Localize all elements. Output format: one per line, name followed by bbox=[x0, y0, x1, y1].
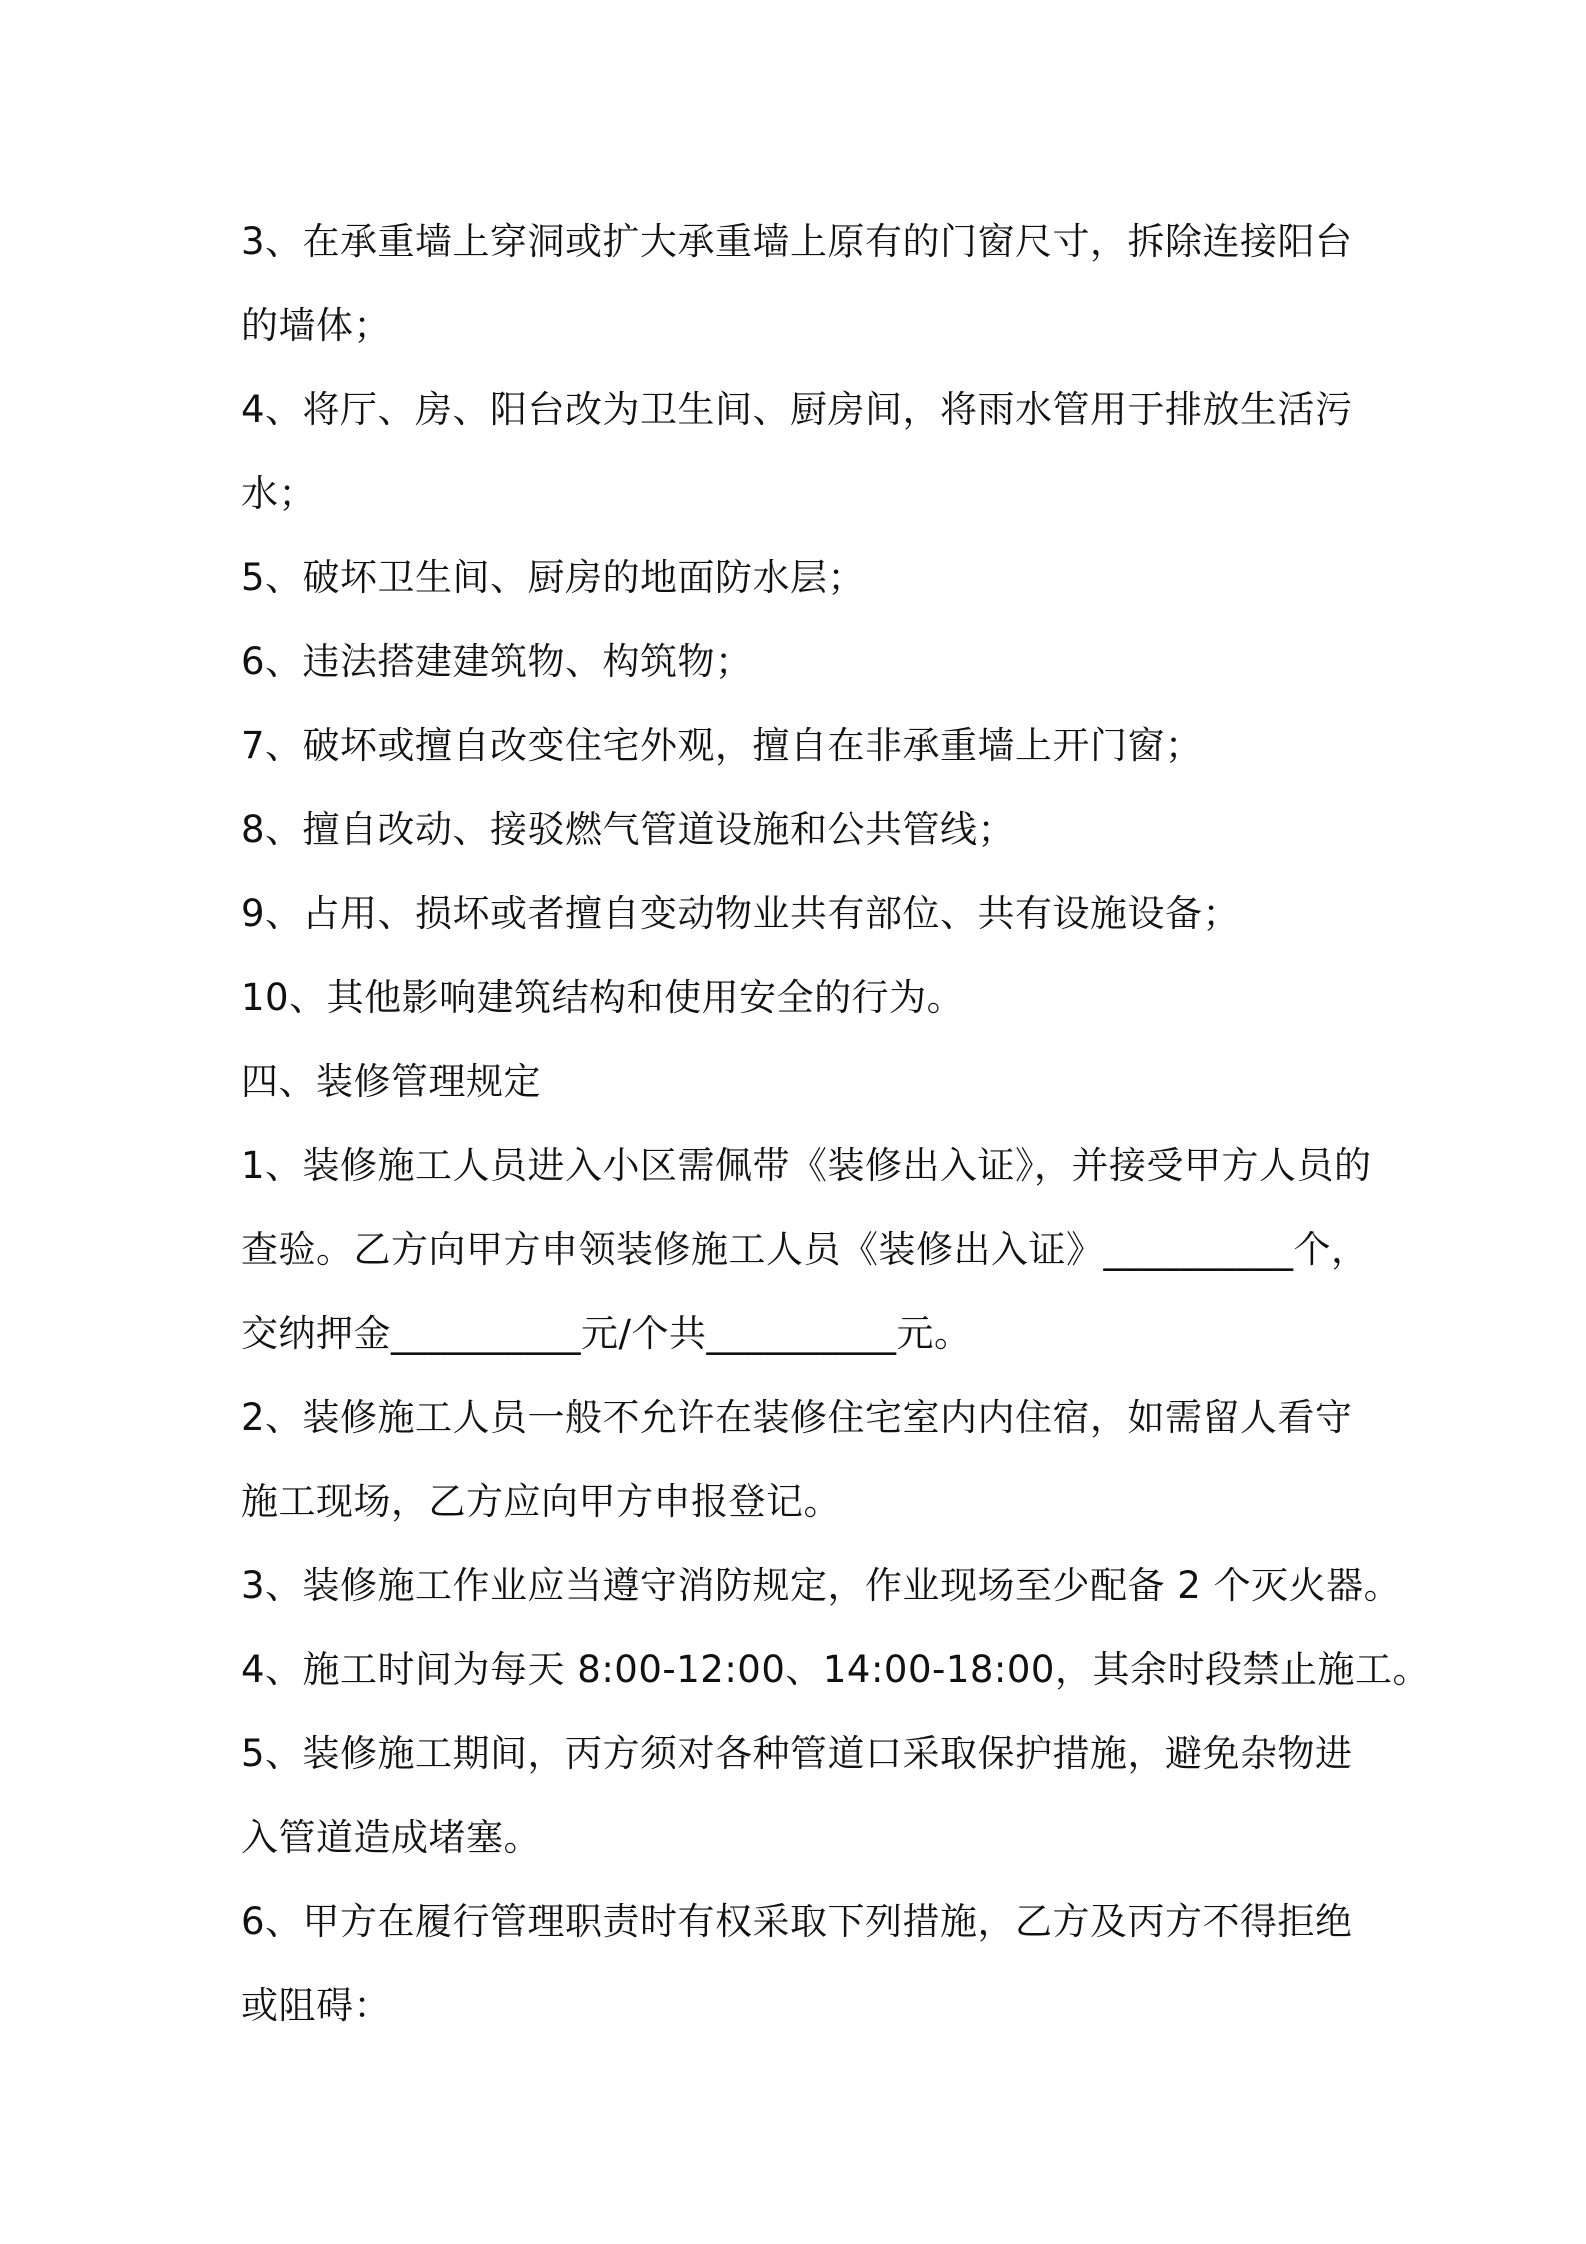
text-line: 入管道造成堵塞。 bbox=[241, 1816, 541, 1859]
text-line: 或阻碍： bbox=[241, 1984, 391, 2027]
text-line: 交纳押金__________元/个共__________元。 bbox=[241, 1312, 972, 1355]
text-line: 3、在承重墙上穿洞或扩大承重墙上原有的门窗尺寸，拆除连接阳台 bbox=[241, 220, 1353, 263]
text-line: 8、擅自改动、接驳燃气管道设施和公共管线； bbox=[241, 808, 1016, 851]
text-line: 4、施工时间为每天 8:00-12:00、14:00-18:00，其余时段禁止施工。 bbox=[241, 1648, 1430, 1691]
text-line: 1、装修施工人员进入小区需佩带《装修出入证》，并接受甲方人员的 bbox=[241, 1144, 1372, 1187]
section-heading: 四、装修管理规定 bbox=[241, 1060, 541, 1103]
text-line: 10、其他影响建筑结构和使用安全的行为。 bbox=[241, 976, 965, 1019]
text-line: 9、占用、损坏或者擅自变动物业共有部位、共有设施设备； bbox=[241, 892, 1241, 935]
text-line: 水； bbox=[241, 472, 316, 515]
text-line: 5、破坏卫生间、厨房的地面防水层； bbox=[241, 556, 866, 599]
text-line: 2、装修施工人员一般不允许在装修住宅室内内住宿，如需留人看守 bbox=[241, 1396, 1353, 1439]
text-line: 施工现场，乙方应向甲方申报登记。 bbox=[241, 1480, 841, 1523]
text-line: 4、将厅、房、阳台改为卫生间、厨房间，将雨水管用于排放生活污 bbox=[241, 388, 1353, 431]
text-line: 7、破坏或擅自改变住宅外观，擅自在非承重墙上开门窗； bbox=[241, 724, 1203, 767]
text-line: 6、甲方在履行管理职责时有权采取下列措施，乙方及丙方不得拒绝 bbox=[241, 1900, 1353, 1943]
text-line: 5、装修施工期间，丙方须对各种管道口采取保护措施，避免杂物进 bbox=[241, 1732, 1353, 1775]
text-line: 查验。乙方向甲方申领装修施工人员《装修出入证》__________个， bbox=[241, 1228, 1369, 1271]
text-line: 3、装修施工作业应当遵守消防规定，作业现场至少配备 2 个灭火器。 bbox=[241, 1564, 1402, 1607]
document-body bbox=[241, 200, 1430, 2048]
text-line: 6、违法搭建建筑物、构筑物； bbox=[241, 640, 753, 683]
text-line: 的墙体； bbox=[241, 304, 391, 347]
